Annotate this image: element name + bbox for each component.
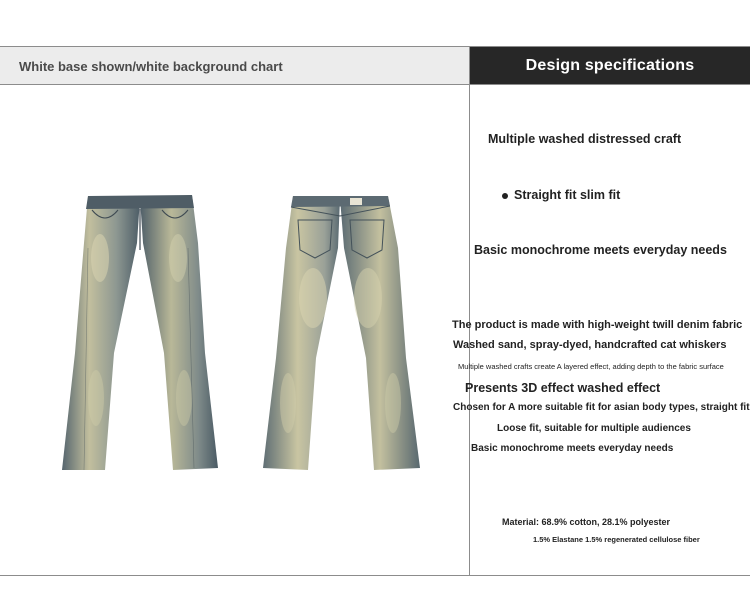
detail-5: Chosen for A more suitable fit for asian body types, straight fit <box>453 402 750 413</box>
column-divider <box>469 46 470 576</box>
left-panel-title: White base shown/white background chart <box>19 59 283 74</box>
bullet-icon <box>502 193 508 199</box>
bottom-divider <box>0 575 750 576</box>
right-panel-title: Design specifications <box>525 57 695 74</box>
material-line-1: Material: 68.9% cotton, 28.1% polyester <box>502 517 671 527</box>
jeans-front-image <box>60 188 220 473</box>
material-line-2: 1.5% Elastane 1.5% regenerated cellulose fiber <box>533 535 700 544</box>
detail-4: Presents 3D effect washed effect <box>465 381 661 395</box>
detail-2: Washed sand, spray-dyed, handcrafted cat whiskers <box>453 339 727 351</box>
jeans-back-image <box>258 188 423 473</box>
detail-3: Multiple washed crafts create A layered effect, adding depth to the fabric surface <box>458 362 724 371</box>
header-divider <box>0 84 750 85</box>
left-panel-header <box>0 47 469 84</box>
highlight-1: Multiple washed distressed craft <box>488 132 682 146</box>
detail-1: The product is made with high-weight twill denim fabric <box>452 319 743 331</box>
highlight-2: Straight fit slim fit <box>514 188 621 202</box>
right-panel-header <box>470 47 750 84</box>
highlight-3: Basic monochrome meets everyday needs <box>474 243 727 257</box>
detail-6: Loose fit, suitable for multiple audiences <box>497 423 691 434</box>
detail-7: Basic monochrome meets everyday needs <box>471 443 674 454</box>
